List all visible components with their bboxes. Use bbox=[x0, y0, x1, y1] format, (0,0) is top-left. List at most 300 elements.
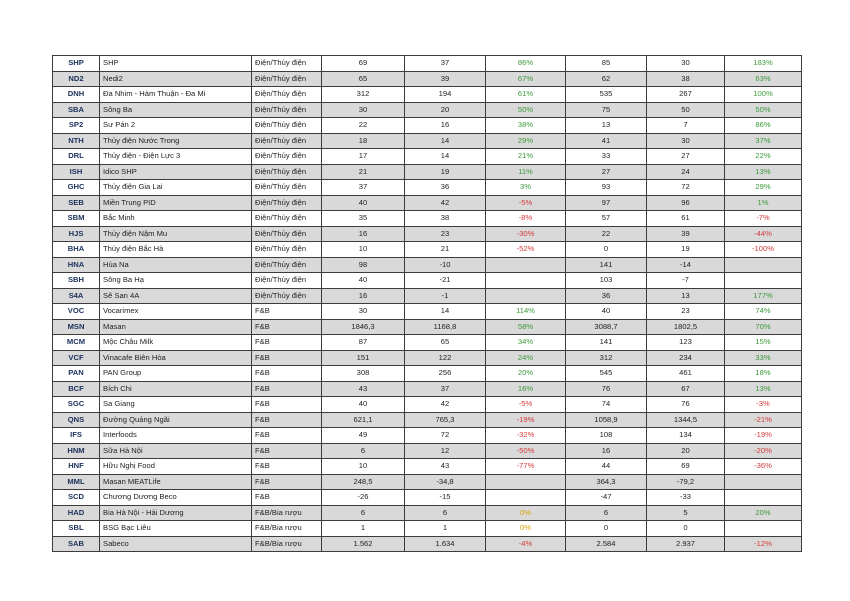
value-cell: 43 bbox=[405, 459, 486, 475]
company-name-cell: Sa Giang bbox=[100, 397, 252, 413]
value-cell: 5 bbox=[647, 505, 725, 521]
value-cell: 1058,9 bbox=[566, 412, 647, 428]
ticker-cell: MML bbox=[53, 474, 100, 490]
change-percent-cell: 86% bbox=[486, 56, 566, 72]
sector-cell: F&B bbox=[252, 397, 322, 413]
sector-cell: Điện/Thủy điện bbox=[252, 87, 322, 103]
value-cell: 234 bbox=[647, 350, 725, 366]
value-cell: -7 bbox=[647, 273, 725, 289]
change-percent-cell: 34% bbox=[486, 335, 566, 351]
table-row bbox=[53, 71, 802, 87]
company-name-cell: Miền Trung PID bbox=[100, 195, 252, 211]
value-cell: 44 bbox=[566, 459, 647, 475]
value-cell: 96 bbox=[647, 195, 725, 211]
change-percent-cell: 114% bbox=[486, 304, 566, 320]
change-percent-cell bbox=[725, 490, 802, 506]
change-percent-cell: 11% bbox=[486, 164, 566, 180]
value-cell: 1344,5 bbox=[647, 412, 725, 428]
change-percent-cell: 100% bbox=[725, 87, 802, 103]
company-name-cell: Interfoods bbox=[100, 428, 252, 444]
value-cell: 76 bbox=[566, 381, 647, 397]
change-percent-cell: -4% bbox=[486, 536, 566, 552]
value-cell: -33 bbox=[647, 490, 725, 506]
table-row bbox=[53, 56, 802, 72]
value-cell: 0 bbox=[647, 521, 725, 537]
ticker-cell: SBA bbox=[53, 102, 100, 118]
value-cell: 248,5 bbox=[322, 474, 405, 490]
table-row bbox=[53, 443, 802, 459]
ticker-cell: BCF bbox=[53, 381, 100, 397]
change-percent-cell: 33% bbox=[725, 350, 802, 366]
sector-cell: F&B/Bia rượu bbox=[252, 521, 322, 537]
value-cell: 65 bbox=[405, 335, 486, 351]
ticker-cell: MCM bbox=[53, 335, 100, 351]
value-cell: 6 bbox=[322, 443, 405, 459]
change-percent-cell: -20% bbox=[725, 443, 802, 459]
value-cell: 312 bbox=[322, 87, 405, 103]
company-name-cell: Đa Nhim - Hàm Thuận - Đa Mi bbox=[100, 87, 252, 103]
value-cell: 97 bbox=[566, 195, 647, 211]
company-name-cell: Đường Quảng Ngãi bbox=[100, 412, 252, 428]
change-percent-cell: -50% bbox=[486, 443, 566, 459]
value-cell: 27 bbox=[566, 164, 647, 180]
value-cell: 19 bbox=[647, 242, 725, 258]
change-percent-cell: -52% bbox=[486, 242, 566, 258]
ticker-cell: PAN bbox=[53, 366, 100, 382]
change-percent-cell: -44% bbox=[725, 226, 802, 242]
value-cell: 10 bbox=[322, 242, 405, 258]
value-cell: 72 bbox=[405, 428, 486, 444]
sector-cell: Điện/Thủy điện bbox=[252, 211, 322, 227]
table-row bbox=[53, 288, 802, 304]
company-name-cell: Chương Dương Beco bbox=[100, 490, 252, 506]
change-percent-cell: 50% bbox=[486, 102, 566, 118]
value-cell: 6 bbox=[566, 505, 647, 521]
ticker-cell: VOC bbox=[53, 304, 100, 320]
table-row bbox=[53, 195, 802, 211]
sector-cell: Điện/Thủy điện bbox=[252, 102, 322, 118]
value-cell: 12 bbox=[405, 443, 486, 459]
ticker-cell: SP2 bbox=[53, 118, 100, 134]
value-cell: 6 bbox=[322, 505, 405, 521]
change-percent-cell: 37% bbox=[725, 133, 802, 149]
value-cell: 18 bbox=[322, 133, 405, 149]
value-cell: 75 bbox=[566, 102, 647, 118]
ticker-cell: VCF bbox=[53, 350, 100, 366]
sector-cell: Điện/Thủy điện bbox=[252, 242, 322, 258]
table-row bbox=[53, 319, 802, 335]
sector-cell: F&B bbox=[252, 366, 322, 382]
company-name-cell: Bắc Minh bbox=[100, 211, 252, 227]
change-percent-cell: 0% bbox=[486, 521, 566, 537]
ticker-cell: DNH bbox=[53, 87, 100, 103]
value-cell: 141 bbox=[566, 335, 647, 351]
value-cell: 38 bbox=[405, 211, 486, 227]
value-cell: 33 bbox=[566, 149, 647, 165]
table-row bbox=[53, 211, 802, 227]
table-row bbox=[53, 304, 802, 320]
sector-cell: F&B bbox=[252, 381, 322, 397]
change-percent-cell: 63% bbox=[725, 71, 802, 87]
sector-cell: F&B bbox=[252, 490, 322, 506]
change-percent-cell: 1% bbox=[725, 195, 802, 211]
value-cell: 0 bbox=[566, 242, 647, 258]
sector-cell: Điện/Thủy điện bbox=[252, 149, 322, 165]
company-name-cell: Sữa Hà Nội bbox=[100, 443, 252, 459]
change-percent-cell: -5% bbox=[486, 195, 566, 211]
value-cell: 20 bbox=[647, 443, 725, 459]
company-name-cell: Thủy điện - Điện Lực 3 bbox=[100, 149, 252, 165]
table-row bbox=[53, 102, 802, 118]
sector-cell: Điện/Thủy điện bbox=[252, 118, 322, 134]
sector-cell: Điện/Thủy điện bbox=[252, 257, 322, 273]
change-percent-cell: 16% bbox=[486, 381, 566, 397]
ticker-cell: SBL bbox=[53, 521, 100, 537]
value-cell: 36 bbox=[566, 288, 647, 304]
change-percent-cell: 24% bbox=[486, 350, 566, 366]
company-name-cell: Bia Hà Nội - Hải Dương bbox=[100, 505, 252, 521]
value-cell: 16 bbox=[322, 226, 405, 242]
change-percent-cell: -21% bbox=[725, 412, 802, 428]
value-cell: 1802,5 bbox=[647, 319, 725, 335]
table-row bbox=[53, 366, 802, 382]
sector-cell: Điện/Thủy điện bbox=[252, 180, 322, 196]
value-cell: 2.584 bbox=[566, 536, 647, 552]
change-percent-cell bbox=[486, 273, 566, 289]
ticker-cell: ISH bbox=[53, 164, 100, 180]
value-cell: 72 bbox=[647, 180, 725, 196]
table-row bbox=[53, 350, 802, 366]
table-row bbox=[53, 335, 802, 351]
value-cell: 22 bbox=[322, 118, 405, 134]
ticker-cell: S4A bbox=[53, 288, 100, 304]
change-percent-cell: -36% bbox=[725, 459, 802, 475]
change-percent-cell: 183% bbox=[725, 56, 802, 72]
value-cell: 0 bbox=[566, 521, 647, 537]
sector-cell: Điện/Thủy điện bbox=[252, 71, 322, 87]
value-cell: 74 bbox=[566, 397, 647, 413]
ticker-cell: HNA bbox=[53, 257, 100, 273]
value-cell: -26 bbox=[322, 490, 405, 506]
change-percent-cell: 58% bbox=[486, 319, 566, 335]
change-percent-cell: 61% bbox=[486, 87, 566, 103]
value-cell: 17 bbox=[322, 149, 405, 165]
ticker-cell: SHP bbox=[53, 56, 100, 72]
value-cell: 14 bbox=[405, 304, 486, 320]
value-cell: 36 bbox=[405, 180, 486, 196]
change-percent-cell: 74% bbox=[725, 304, 802, 320]
sector-cell: Điện/Thủy điện bbox=[252, 273, 322, 289]
change-percent-cell: 86% bbox=[725, 118, 802, 134]
value-cell: 67 bbox=[647, 381, 725, 397]
change-percent-cell: -3% bbox=[725, 397, 802, 413]
change-percent-cell: 70% bbox=[725, 319, 802, 335]
ticker-cell: SBH bbox=[53, 273, 100, 289]
value-cell: 103 bbox=[566, 273, 647, 289]
value-cell: 57 bbox=[566, 211, 647, 227]
ticker-cell: GHC bbox=[53, 180, 100, 196]
ticker-cell: IFS bbox=[53, 428, 100, 444]
value-cell: 20 bbox=[405, 102, 486, 118]
value-cell: 40 bbox=[566, 304, 647, 320]
company-name-cell: Thủy điện Nậm Mu bbox=[100, 226, 252, 242]
table-row bbox=[53, 118, 802, 134]
value-cell: 49 bbox=[322, 428, 405, 444]
sector-cell: Điện/Thủy điện bbox=[252, 133, 322, 149]
value-cell: 364,3 bbox=[566, 474, 647, 490]
value-cell: 23 bbox=[647, 304, 725, 320]
company-name-cell: Sabeco bbox=[100, 536, 252, 552]
value-cell: 6 bbox=[405, 505, 486, 521]
ticker-cell: SBM bbox=[53, 211, 100, 227]
value-cell: 21 bbox=[322, 164, 405, 180]
sector-cell: Điện/Thủy điện bbox=[252, 226, 322, 242]
value-cell: 22 bbox=[566, 226, 647, 242]
value-cell: 10 bbox=[322, 459, 405, 475]
table-row bbox=[53, 459, 802, 475]
change-percent-cell bbox=[725, 474, 802, 490]
company-name-cell: Nedi2 bbox=[100, 71, 252, 87]
company-name-cell: Thủy điện Nước Trong bbox=[100, 133, 252, 149]
value-cell: 69 bbox=[322, 56, 405, 72]
company-name-cell: Sê San 4A bbox=[100, 288, 252, 304]
value-cell: 1 bbox=[405, 521, 486, 537]
company-name-cell: Thủy điện Bắc Hà bbox=[100, 242, 252, 258]
change-percent-cell: 38% bbox=[486, 118, 566, 134]
table-row bbox=[53, 428, 802, 444]
value-cell: 267 bbox=[647, 87, 725, 103]
sector-cell: F&B bbox=[252, 474, 322, 490]
table-row bbox=[53, 381, 802, 397]
sector-cell: F&B/Bia rượu bbox=[252, 536, 322, 552]
value-cell: -47 bbox=[566, 490, 647, 506]
sector-cell: F&B bbox=[252, 350, 322, 366]
value-cell: 13 bbox=[566, 118, 647, 134]
table-row bbox=[53, 257, 802, 273]
change-percent-cell: 20% bbox=[725, 505, 802, 521]
sector-cell: Điện/Thủy điện bbox=[252, 288, 322, 304]
sector-cell: F&B bbox=[252, 319, 322, 335]
value-cell: 98 bbox=[322, 257, 405, 273]
value-cell: 37 bbox=[405, 56, 486, 72]
value-cell: 1 bbox=[322, 521, 405, 537]
value-cell: 1846,3 bbox=[322, 319, 405, 335]
change-percent-cell: 29% bbox=[486, 133, 566, 149]
value-cell: 85 bbox=[566, 56, 647, 72]
value-cell: 35 bbox=[322, 211, 405, 227]
company-name-cell: Hữu Nghị Food bbox=[100, 459, 252, 475]
value-cell: 16 bbox=[566, 443, 647, 459]
company-name-cell: Vocarimex bbox=[100, 304, 252, 320]
sector-cell: F&B bbox=[252, 428, 322, 444]
company-name-cell: Sư Pán 2 bbox=[100, 118, 252, 134]
ticker-cell: SCD bbox=[53, 490, 100, 506]
change-percent-cell: -30% bbox=[486, 226, 566, 242]
value-cell: 1.634 bbox=[405, 536, 486, 552]
sector-cell: F&B bbox=[252, 412, 322, 428]
value-cell: 37 bbox=[322, 180, 405, 196]
table-row bbox=[53, 474, 802, 490]
ticker-cell: BHA bbox=[53, 242, 100, 258]
change-percent-cell: 18% bbox=[725, 366, 802, 382]
change-percent-cell: 21% bbox=[486, 149, 566, 165]
value-cell: 76 bbox=[647, 397, 725, 413]
ticker-cell: HNF bbox=[53, 459, 100, 475]
company-name-cell: PAN Group bbox=[100, 366, 252, 382]
value-cell: 65 bbox=[322, 71, 405, 87]
value-cell: 621,1 bbox=[322, 412, 405, 428]
ticker-cell: HJS bbox=[53, 226, 100, 242]
table-row bbox=[53, 149, 802, 165]
table-row bbox=[53, 242, 802, 258]
value-cell: 30 bbox=[647, 133, 725, 149]
ticker-cell: NTH bbox=[53, 133, 100, 149]
value-cell: 40 bbox=[322, 195, 405, 211]
change-percent-cell bbox=[486, 257, 566, 273]
company-name-cell: SHP bbox=[100, 56, 252, 72]
value-cell: 21 bbox=[405, 242, 486, 258]
value-cell: 61 bbox=[647, 211, 725, 227]
value-cell: 24 bbox=[647, 164, 725, 180]
value-cell: 30 bbox=[322, 304, 405, 320]
change-percent-cell: 22% bbox=[725, 149, 802, 165]
value-cell: -79,2 bbox=[647, 474, 725, 490]
value-cell: 3088,7 bbox=[566, 319, 647, 335]
table-row bbox=[53, 490, 802, 506]
value-cell: 108 bbox=[566, 428, 647, 444]
value-cell: 27 bbox=[647, 149, 725, 165]
change-percent-cell: -19% bbox=[486, 412, 566, 428]
change-percent-cell bbox=[725, 521, 802, 537]
table-row bbox=[53, 164, 802, 180]
change-percent-cell bbox=[725, 273, 802, 289]
change-percent-cell bbox=[486, 490, 566, 506]
sector-cell: F&B bbox=[252, 459, 322, 475]
table-row bbox=[53, 397, 802, 413]
change-percent-cell: -19% bbox=[725, 428, 802, 444]
sector-cell: F&B bbox=[252, 335, 322, 351]
value-cell: 39 bbox=[647, 226, 725, 242]
value-cell: 14 bbox=[405, 149, 486, 165]
value-cell: 122 bbox=[405, 350, 486, 366]
table-row bbox=[53, 505, 802, 521]
change-percent-cell: 13% bbox=[725, 164, 802, 180]
value-cell: -15 bbox=[405, 490, 486, 506]
value-cell: 312 bbox=[566, 350, 647, 366]
ticker-cell: HNM bbox=[53, 443, 100, 459]
sector-cell: Điện/Thủy điện bbox=[252, 56, 322, 72]
value-cell: 41 bbox=[566, 133, 647, 149]
value-cell: 43 bbox=[322, 381, 405, 397]
value-cell: 30 bbox=[647, 56, 725, 72]
change-percent-cell: 177% bbox=[725, 288, 802, 304]
company-name-cell: Vinacafe Biên Hòa bbox=[100, 350, 252, 366]
change-percent-cell: 0% bbox=[486, 505, 566, 521]
change-percent-cell: -8% bbox=[486, 211, 566, 227]
value-cell: -14 bbox=[647, 257, 725, 273]
table-row bbox=[53, 536, 802, 552]
value-cell: 7 bbox=[647, 118, 725, 134]
table-row bbox=[53, 180, 802, 196]
company-name-cell: BSG Bạc Liêu bbox=[100, 521, 252, 537]
ticker-cell: SGC bbox=[53, 397, 100, 413]
company-name-cell: Sông Ba Hạ bbox=[100, 273, 252, 289]
ticker-cell: QNS bbox=[53, 412, 100, 428]
value-cell: 40 bbox=[322, 397, 405, 413]
value-cell: 23 bbox=[405, 226, 486, 242]
change-percent-cell: 29% bbox=[725, 180, 802, 196]
company-name-cell: Idico SHP bbox=[100, 164, 252, 180]
value-cell: -34,8 bbox=[405, 474, 486, 490]
value-cell: 461 bbox=[647, 366, 725, 382]
table-row bbox=[53, 273, 802, 289]
change-percent-cell: -7% bbox=[725, 211, 802, 227]
change-percent-cell: 15% bbox=[725, 335, 802, 351]
ticker-cell: DRL bbox=[53, 149, 100, 165]
value-cell: 545 bbox=[566, 366, 647, 382]
value-cell: 39 bbox=[405, 71, 486, 87]
change-percent-cell: -100% bbox=[725, 242, 802, 258]
table-row bbox=[53, 226, 802, 242]
company-name-cell: Mộc Châu Milk bbox=[100, 335, 252, 351]
value-cell: 2.937 bbox=[647, 536, 725, 552]
value-cell: -21 bbox=[405, 273, 486, 289]
value-cell: 1168,8 bbox=[405, 319, 486, 335]
value-cell: 14 bbox=[405, 133, 486, 149]
company-name-cell: Hủa Na bbox=[100, 257, 252, 273]
change-percent-cell: 13% bbox=[725, 381, 802, 397]
value-cell: 50 bbox=[647, 102, 725, 118]
company-name-cell: Masan MEATLife bbox=[100, 474, 252, 490]
change-percent-cell bbox=[486, 474, 566, 490]
value-cell: 38 bbox=[647, 71, 725, 87]
change-percent-cell bbox=[725, 257, 802, 273]
value-cell: 40 bbox=[322, 273, 405, 289]
value-cell: -10 bbox=[405, 257, 486, 273]
sector-cell: F&B bbox=[252, 443, 322, 459]
value-cell: 87 bbox=[322, 335, 405, 351]
change-percent-cell bbox=[486, 288, 566, 304]
company-name-cell: Bích Chi bbox=[100, 381, 252, 397]
table-row bbox=[53, 412, 802, 428]
value-cell: 19 bbox=[405, 164, 486, 180]
value-cell: 16 bbox=[405, 118, 486, 134]
value-cell: 308 bbox=[322, 366, 405, 382]
change-percent-cell: 67% bbox=[486, 71, 566, 87]
value-cell: 16 bbox=[322, 288, 405, 304]
change-percent-cell: 50% bbox=[725, 102, 802, 118]
company-name-cell: Masan bbox=[100, 319, 252, 335]
sector-cell: F&B bbox=[252, 304, 322, 320]
value-cell: 134 bbox=[647, 428, 725, 444]
value-cell: 535 bbox=[566, 87, 647, 103]
company-name-cell: Sông Ba bbox=[100, 102, 252, 118]
value-cell: 123 bbox=[647, 335, 725, 351]
ticker-cell: SEB bbox=[53, 195, 100, 211]
company-name-cell: Thủy điện Gia Lai bbox=[100, 180, 252, 196]
value-cell: 256 bbox=[405, 366, 486, 382]
value-cell: 62 bbox=[566, 71, 647, 87]
sector-cell: F&B/Bia rượu bbox=[252, 505, 322, 521]
ticker-cell: HAD bbox=[53, 505, 100, 521]
change-percent-cell: 3% bbox=[486, 180, 566, 196]
value-cell: 765,3 bbox=[405, 412, 486, 428]
ticker-cell: SAB bbox=[53, 536, 100, 552]
change-percent-cell: -12% bbox=[725, 536, 802, 552]
sector-cell: Điện/Thủy điện bbox=[252, 195, 322, 211]
value-cell: 37 bbox=[405, 381, 486, 397]
value-cell: 1.562 bbox=[322, 536, 405, 552]
